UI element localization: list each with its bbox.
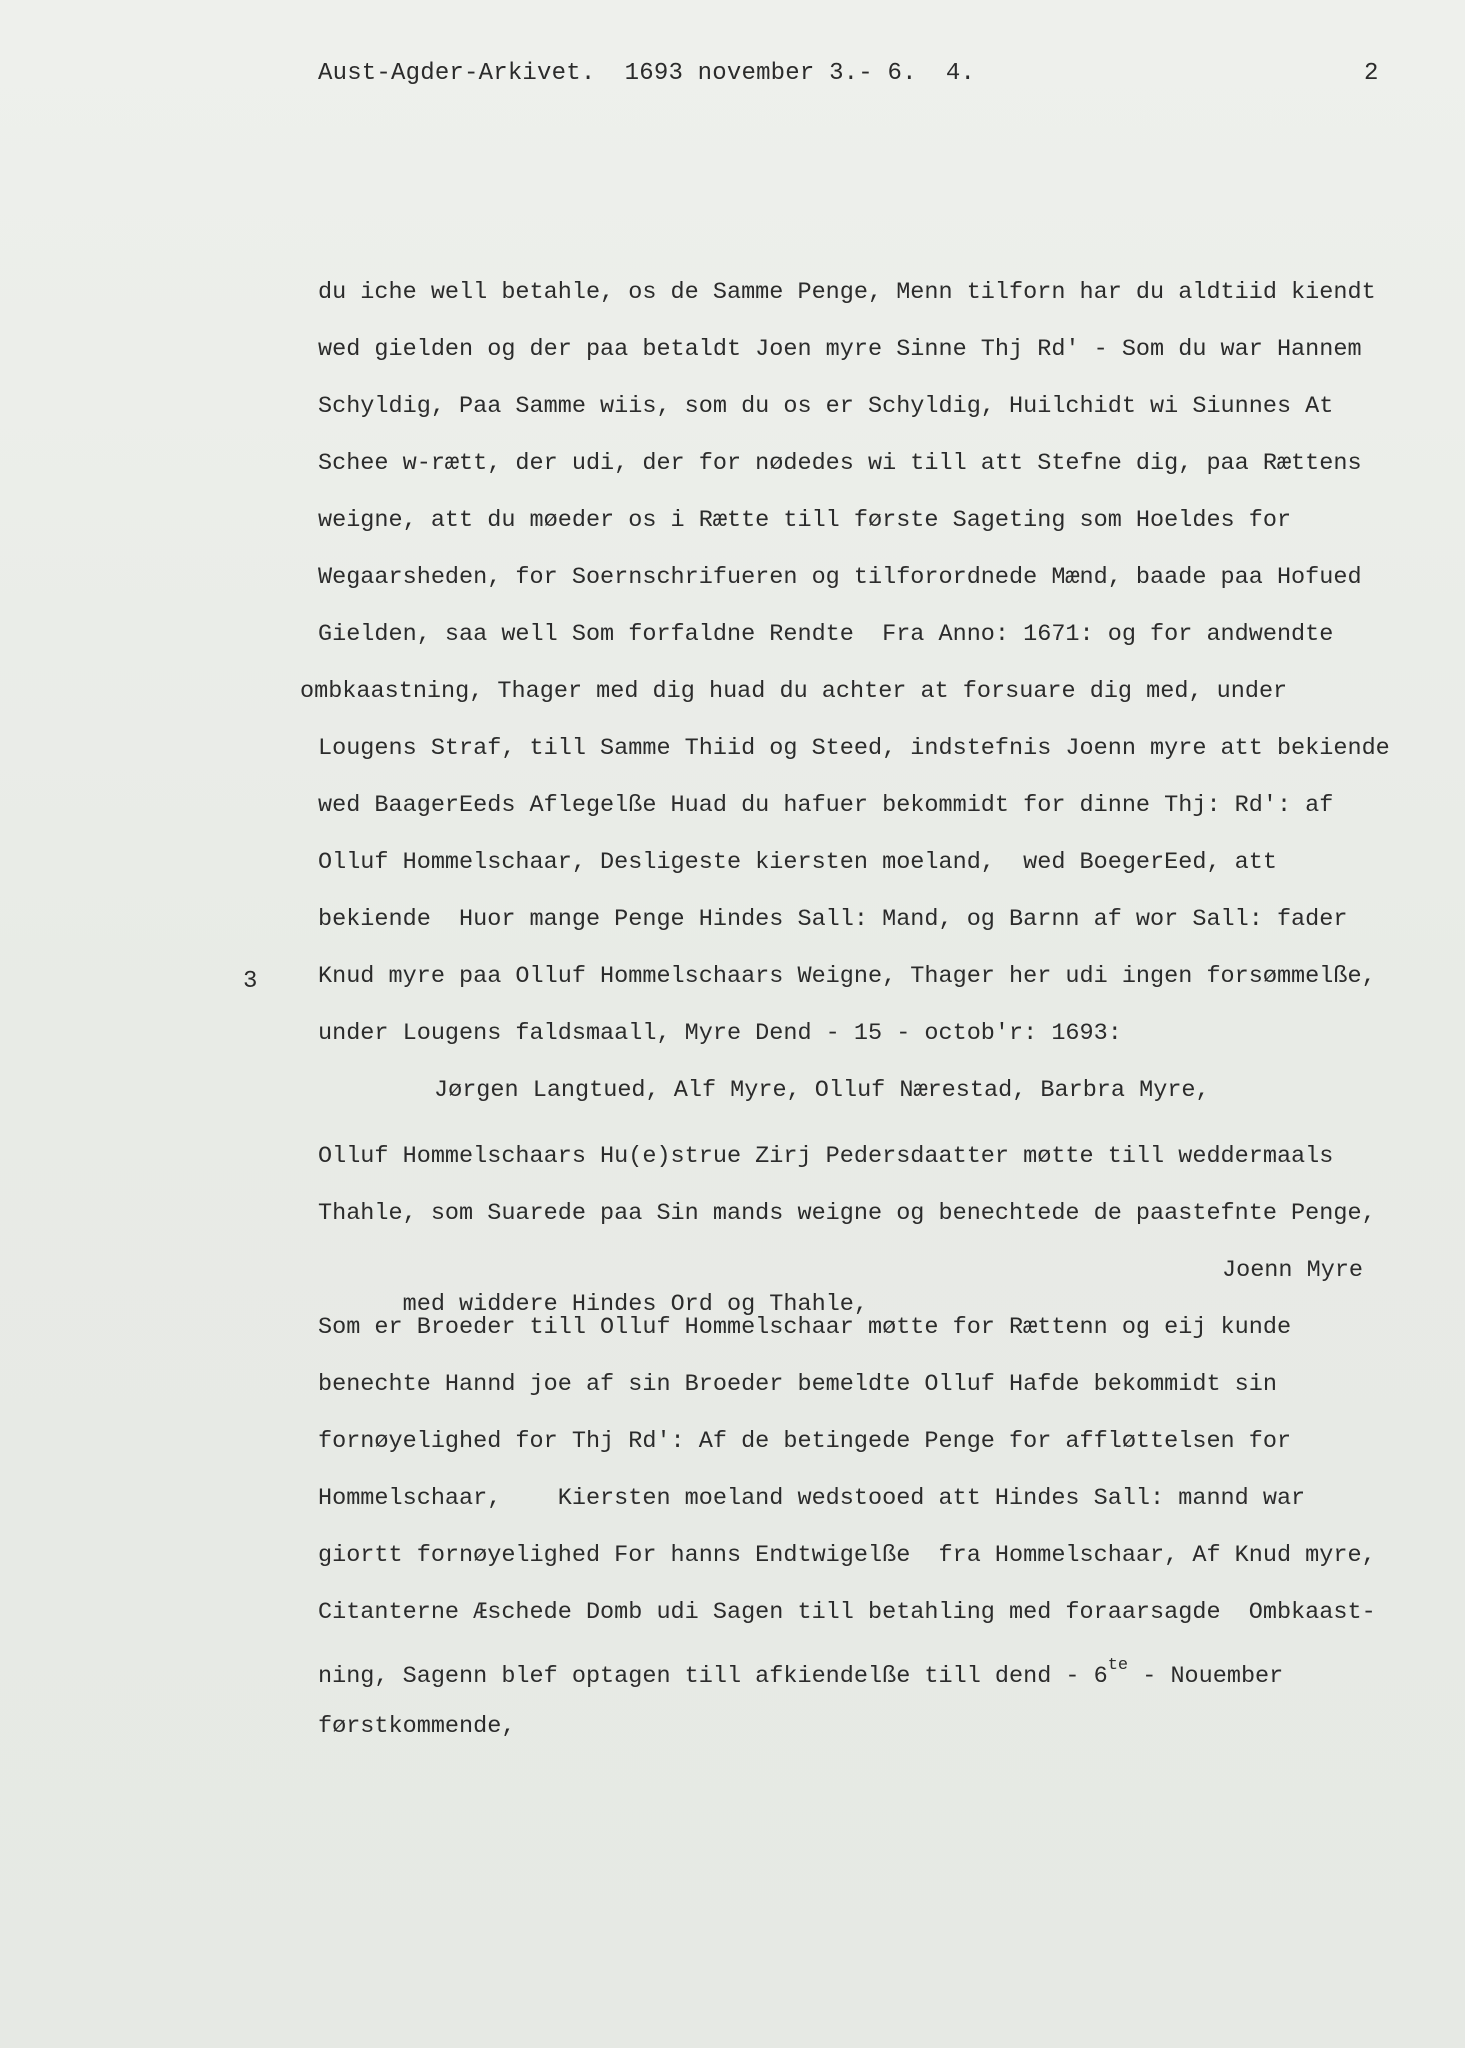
text-line: giortt fornøyelighed For hanns Endtwigelße fra Hommelschaar, Af Knud myre, [318,1542,1376,1569]
superscript: te [1107,1656,1129,1675]
text-line: førstkommende, [318,1713,516,1740]
text-line-left: med widdere Hindes Ord og Thahle, [402,1291,869,1318]
text-line: Hommelschaar, Kiersten moeland wedstooed att Hindes Sall: mannd war [318,1485,1306,1512]
text-line: benechte Hannd joe af sin Broeder bemeldte Olluf Hafde bekommidt sin [318,1371,1277,1398]
text-line: du iche well betahle, os de Samme Penge, Menn tilforn har du aldtiid kiendt [318,279,1376,306]
text-line: bekiende Huor mange Penge Hindes Sall: Mand, og Barnn af wor Sall: fader [318,906,1348,933]
text-line: Lougens Straf, till Samme Thiid og Steed, indstefnis Joenn myre att bekiende [318,735,1390,762]
text-line: Gielden, saa well Som forfaldne Rendte Fra Anno: 1671: og for andwendte [318,621,1334,648]
witness-line: Jørgen Langtued, Alf Myre, Olluf Nærestad, Barbra Myre, [434,1077,1210,1104]
page-number: 2 [1364,60,1379,87]
text-line [318,1653,1428,1710]
text-line: ombkaastning, Thager med dig huad du achter at forsuare dig med, under [300,678,1288,705]
transcription-body [300,276,1428,1767]
text-line: fornøyelighed for Thj Rd': Af de betingede Penge for affløttelsen for [318,1428,1292,1455]
text-line: wed BaagerEeds Aflegelße Huad du hafuer bekommidt for dinne Thj: Rd': af [318,792,1334,819]
text-line: Schee w-rætt, der udi, der for nødedes wi till att Stefne dig, paa Rættens [318,450,1362,477]
text-line: Wegaarsheden, for Soernschrifueren og tilforordnede Mænd, baade paa Hofued [318,564,1362,591]
text-line-main: ning, Sagenn blef optagen till afkiendelße till dend - 6 [318,1662,1108,1690]
text-line: Som er Broeder till Olluf Hommelschaar møtte for Rættenn og eij kunde [318,1314,1292,1341]
archive-header: Aust-Agder-Arkivet. 1693 november 3.- 6. 4. [318,60,976,87]
name-right: Joenn Myre [1222,1257,1364,1284]
text-line [318,1254,1428,1318]
text-line: Thahle, som Suarede paa Sin mands weigne og benechtede de paastefnte Penge, [318,1200,1376,1227]
marginal-number: 3 [243,968,258,995]
text-line: weigne, att du møeder os i Rætte till første Sageting som Hoeldes for [318,507,1292,534]
text-line: Olluf Hommelschaar, Desligeste kiersten moeland, wed BoegerEed, att [318,849,1277,876]
text-line: under Lougens faldsmaall, Myre Dend - 15 - octob'r: 1693: [318,1020,1122,1047]
text-line-tail: - Nouember [1128,1662,1284,1690]
text-line: Knud myre paa Olluf Hommelschaars Weigne, Thager her udi ingen forsømmelße, [318,963,1376,990]
text-line: Citanterne Æschede Domb udi Sagen till betahling med foraarsagde Ombkaast- [318,1599,1376,1626]
text-line: Schyldig, Paa Samme wiis, som du os er Schyldig, Huilchidt wi Siunnes At [318,393,1334,420]
text-line: wed gielden og der paa betaldt Joen myre Sinne Thj Rd' - Som du war Hannem [318,336,1362,363]
text-line: Olluf Hommelschaars Hu(e)strue Zirj Pedersdaatter møtte till weddermaals [318,1143,1334,1170]
